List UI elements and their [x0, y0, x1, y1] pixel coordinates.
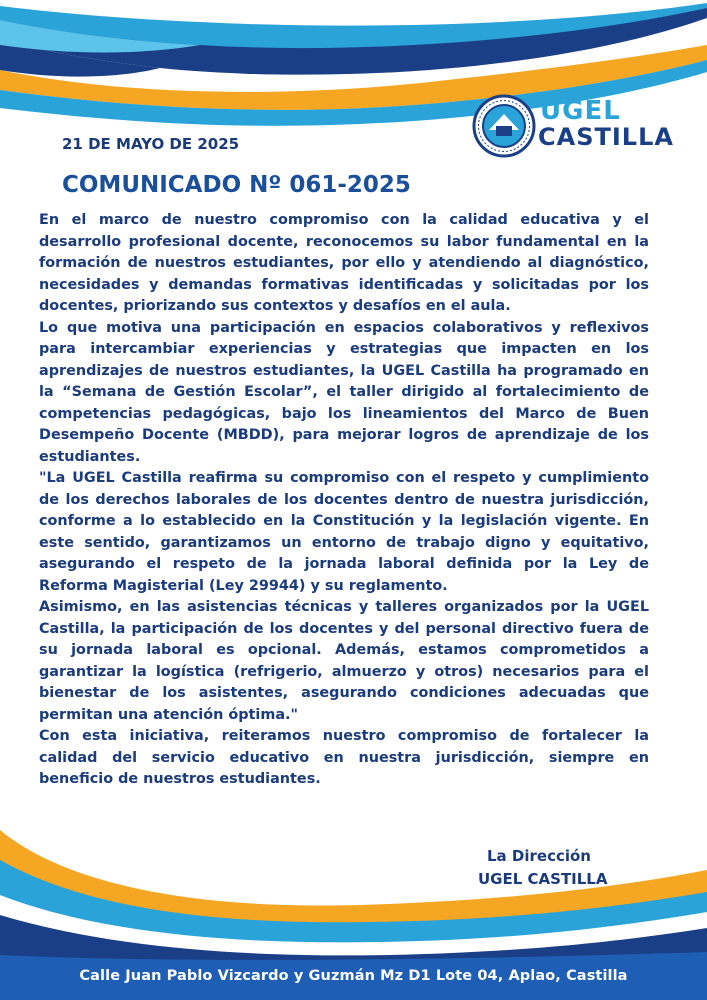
body-paragraph: Lo que motiva una participación en espacios colaborativos y reflexivos para intercambiar experiencias y estrategias que impacten en los aprendizajes de nuestros estudiantes, la UGEL Castilla ha programado en la “Semana de Gestión Escolar”, el taller dirigido al fortalecimiento de competencias pedagógicas, bajo los lineamientos del Marco de Buen Desempeño Docente (MBDD), para mejorar logros de aprendizaje de los estudiantes. — [39, 319, 649, 465]
logo-title-castilla: CASTILLA — [538, 123, 674, 151]
footer-address: Calle Juan Pablo Vizcardo y Guzmán Mz D1 Lote 04, Aplao, Castilla — [79, 968, 628, 984]
logo-title-ugel: UGEL — [540, 96, 621, 126]
signature-line-2: UGEL CASTILLA — [478, 870, 608, 888]
body-paragraph: En el marco de nuestro compromiso con la calidad educativa y el desarrollo profesional docente, reconocemos su labor fundamental en la formación de nuestros estudiantes, por ello y atendiendo al diagnóstico, necesidades y demandas formativas identificadas y solicitadas por los docentes, priorizando sus contextos y desafíos en el aula. — [39, 212, 649, 314]
document-date: 21 DE MAYO DE 2025 — [62, 135, 240, 153]
body-paragraph: "La UGEL Castilla reafirma su compromiso con el respeto y cumplimiento de los derechos laborales de los docentes dentro de nuestra jurisdicción, conforme a lo establecido en la Constitución y la legislación vigente. En este sentido, garantizamos un entorno de trabajo digno y equitativo, asegurando el respeto de la jornada laboral definida por la Ley de Reforma Magisterial (Ley 29944) y su reglamento. — [39, 470, 649, 594]
document-title: COMUNICADO Nº 061-2025 — [62, 172, 411, 198]
body-paragraph: Con esta iniciativa, reiteramos nuestro compromiso de fortalecer la calidad del servicio educativo en nuestra jurisdicción, siempre en beneficio de nuestros estudiantes. — [39, 728, 649, 787]
body-paragraph: Asimismo, en las asistencias técnicas y talleres organizados por la UGEL Castilla, la participación de los docentes y del personal directivo fuera de su jornada laboral es opcional. Además, estamos comprometidos a garantizar la logística (refrigerio, almuerzo y otros) necesarios para el bienestar de los asistentes, asegurando condiciones adecuadas que permitan una atención óptima." — [39, 599, 649, 723]
signature-line-1: La Dirección — [487, 847, 591, 865]
document-body — [39, 210, 649, 791]
